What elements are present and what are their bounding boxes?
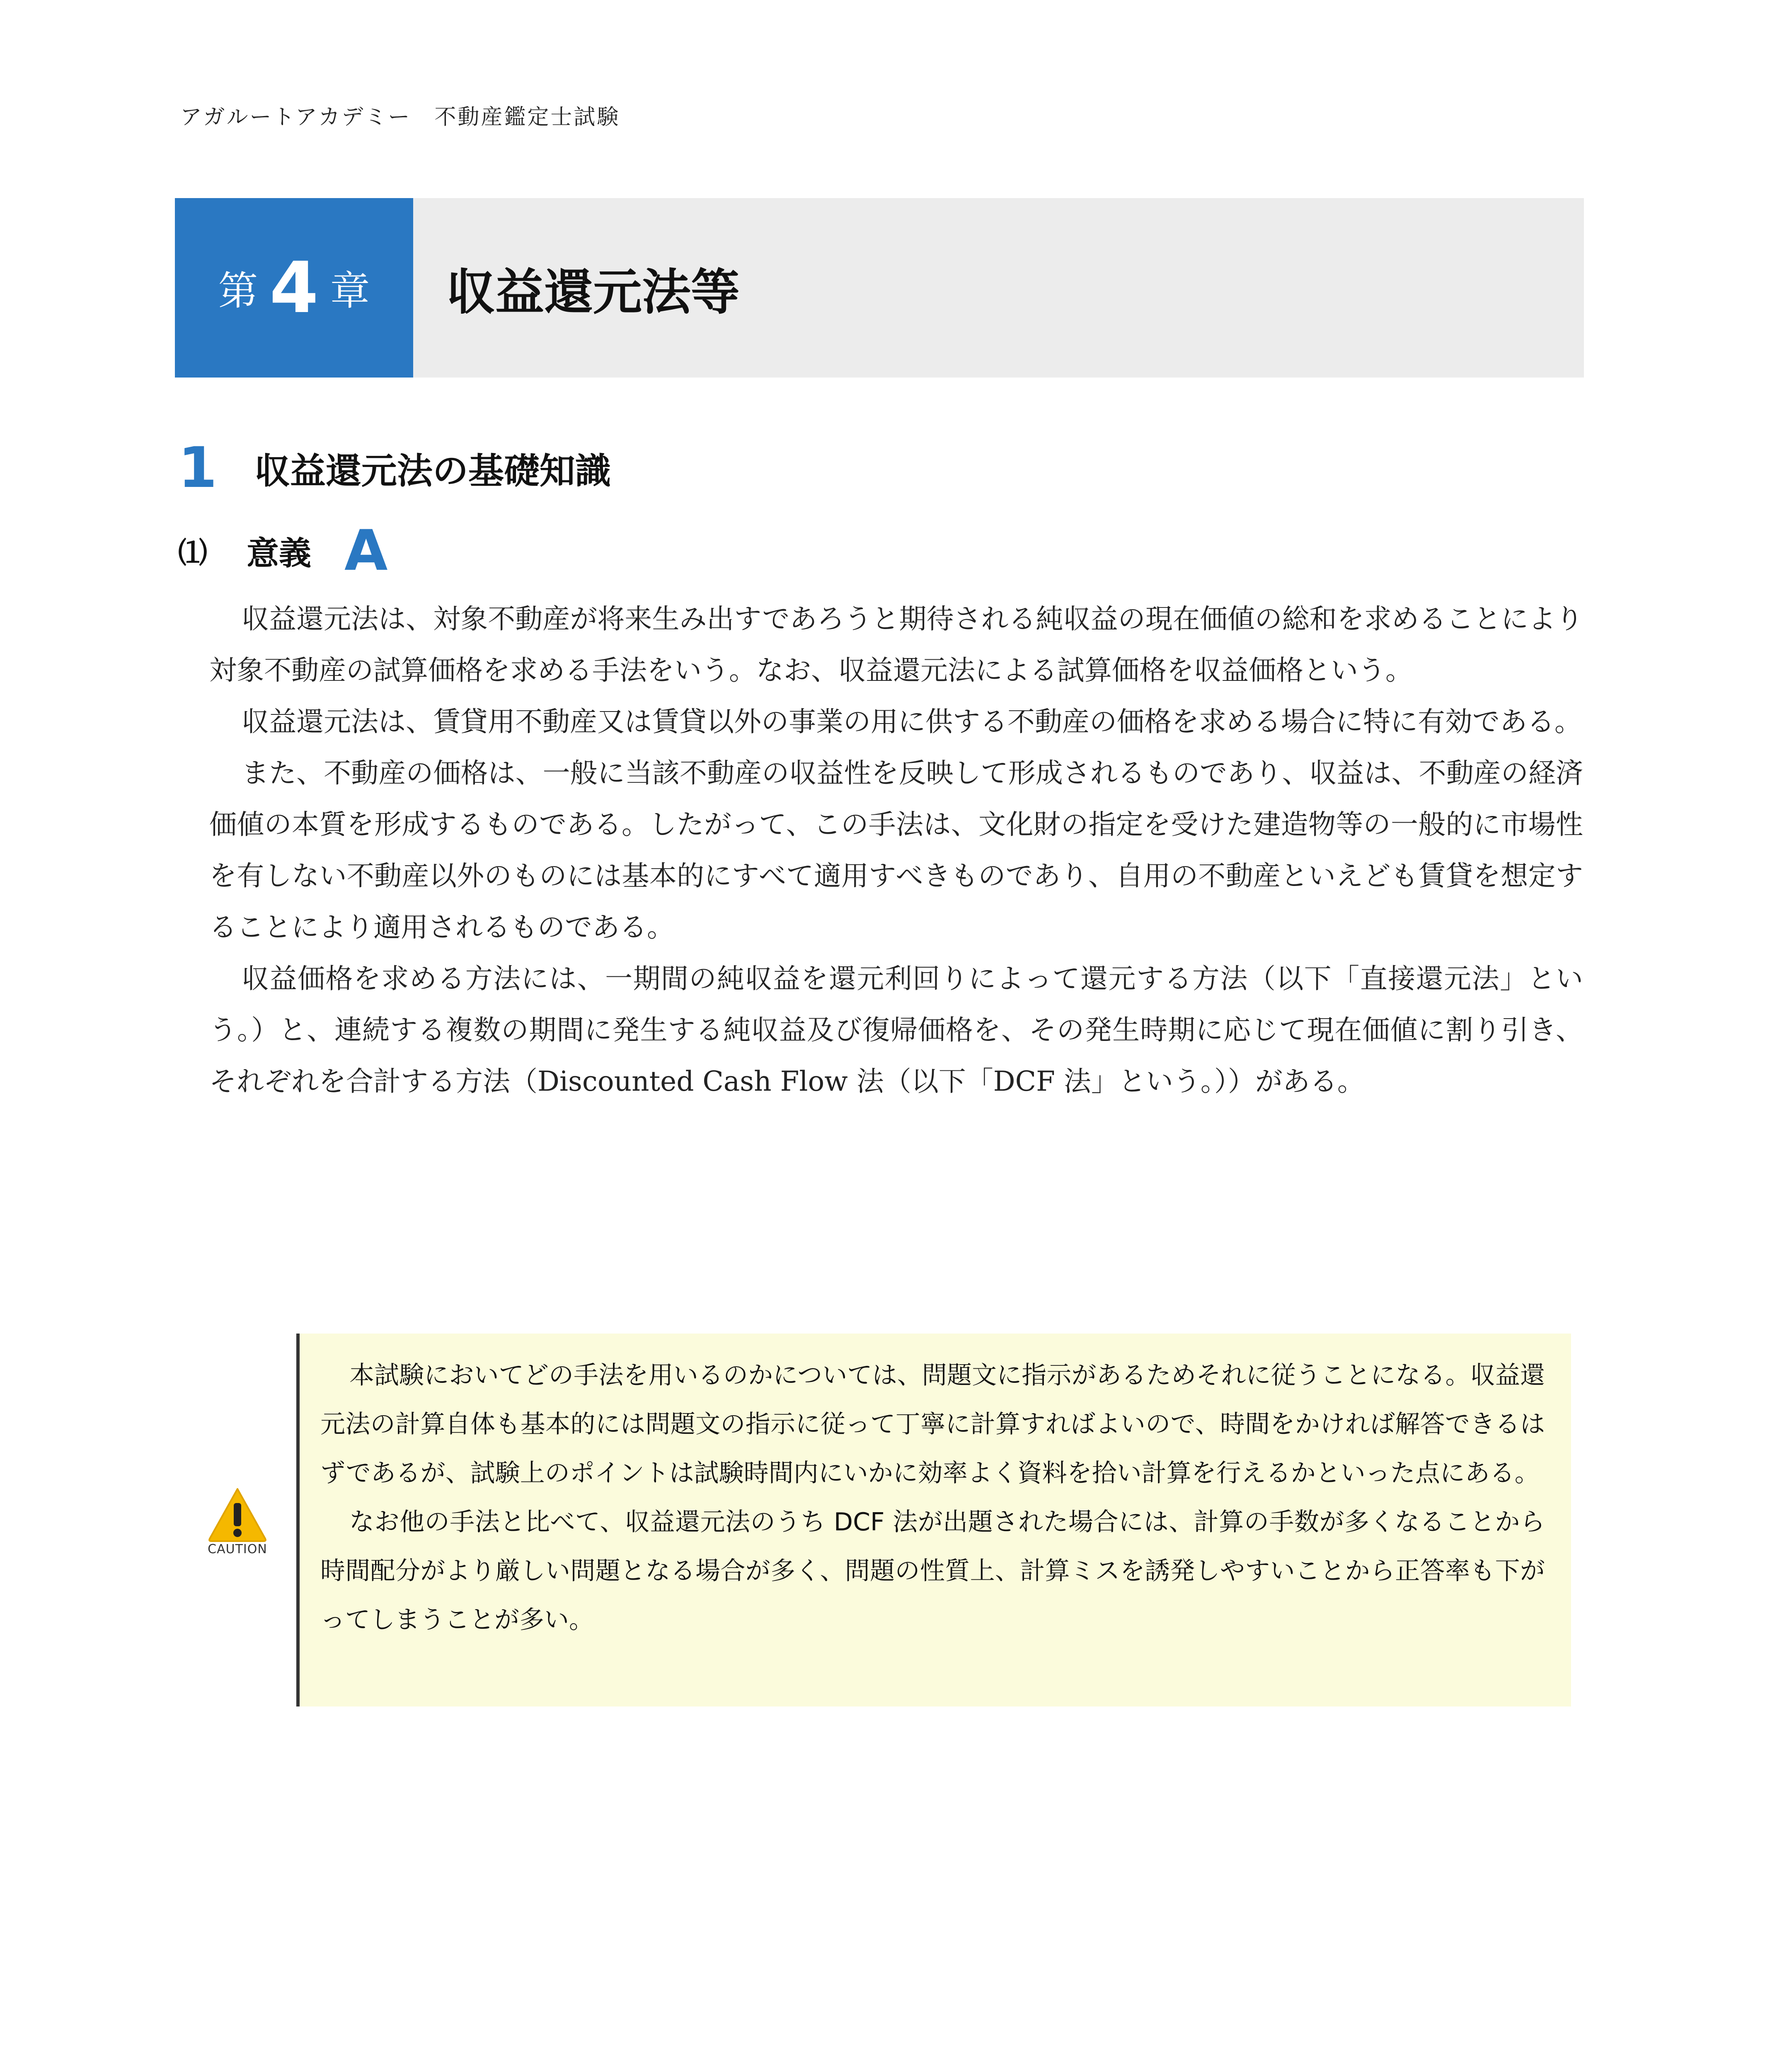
caution-paragraph: なお他の手法と比べて、収益還元法のうち DCF 法が出題された場合には、計算の手数が多くなることから時間配分がより厳しい問題となる場合が多く、問題の性質上、計算ミスを誘発しやすいことから正答率も下がってしまうことが多い。 xyxy=(320,1508,1545,1634)
subsection-heading xyxy=(178,518,388,583)
section-title: 収益還元法の基礎知識 xyxy=(254,450,611,492)
body-paragraph: 収益価格を求める方法には、一期間の純収益を還元利回りによって還元する方法（以下「直接還元法」という。）と、連続する複数の期間に発生する純収益及び復帰価格を、その発生時期に応じて現在価値に割り引き、それぞれを合計する方法（Discounted Cash Flow 法（以下「DCF 法」という。））がある。 xyxy=(209,963,1583,1097)
importance-rank: A xyxy=(344,518,388,583)
subsection-title: 意義 xyxy=(247,535,312,572)
chapter-prefix: 第 xyxy=(218,268,258,314)
caution-label: CAUTION xyxy=(208,1542,267,1556)
warning-triangle-icon xyxy=(206,1486,269,1544)
section-heading xyxy=(178,435,611,500)
chapter-title-bar xyxy=(175,198,1584,378)
body-text xyxy=(209,593,1583,1107)
body-paragraph: 収益還元法は、対象不動産が将来生み出すであろうと期待される純収益の現在価値の総和を求めることにより対象不動産の試算価格を求める手法をいう。なお、収益還元法による試算価格を収益価格という。 xyxy=(209,603,1583,686)
caution-icon xyxy=(206,1486,269,1564)
caution-paragraph: 本試験においてどの手法を用いるのかについては、問題文に指示があるためそれに従うことになる。収益還元法の計算自体も基本的には問題文の指示に従って丁寧に計算すればよいので、時間をかければ解答できるはずであるが、試験上のポイントは試験時間内にいかに効率よく資料を拾い計算を行えるかといった点にある。 xyxy=(320,1361,1545,1488)
chapter-badge xyxy=(175,198,413,378)
subsection-number: ⑴ xyxy=(178,536,207,570)
body-paragraph: 収益還元法は、賃貸用不動産又は賃貸以外の事業の用に供する不動産の価格を求める場合に特に有効である。 xyxy=(242,706,1582,738)
caution-box xyxy=(296,1334,1571,1706)
chapter-number: 4 xyxy=(269,247,319,329)
chapter-title: 収益還元法等 xyxy=(446,263,740,321)
body-paragraph: また、不動産の価格は、一般に当該不動産の収益性を反映して形成されるものであり、収益は、不動産の経済価値の本質を形成するものである。したがって、この手法は、文化財の指定を受けた建造物等の一般的に市場性を有しない不動産以外のものには基本的にすべて適用すべきものであり、自用の不動産といえども賃貸を想定することにより適用されるものである。 xyxy=(209,757,1583,943)
caution-text xyxy=(320,1351,1545,1644)
section-number: 1 xyxy=(178,435,217,500)
running-header: アガルートアカデミー 不動産鑑定士試験 xyxy=(180,105,620,130)
chapter-suffix: 章 xyxy=(330,268,370,314)
